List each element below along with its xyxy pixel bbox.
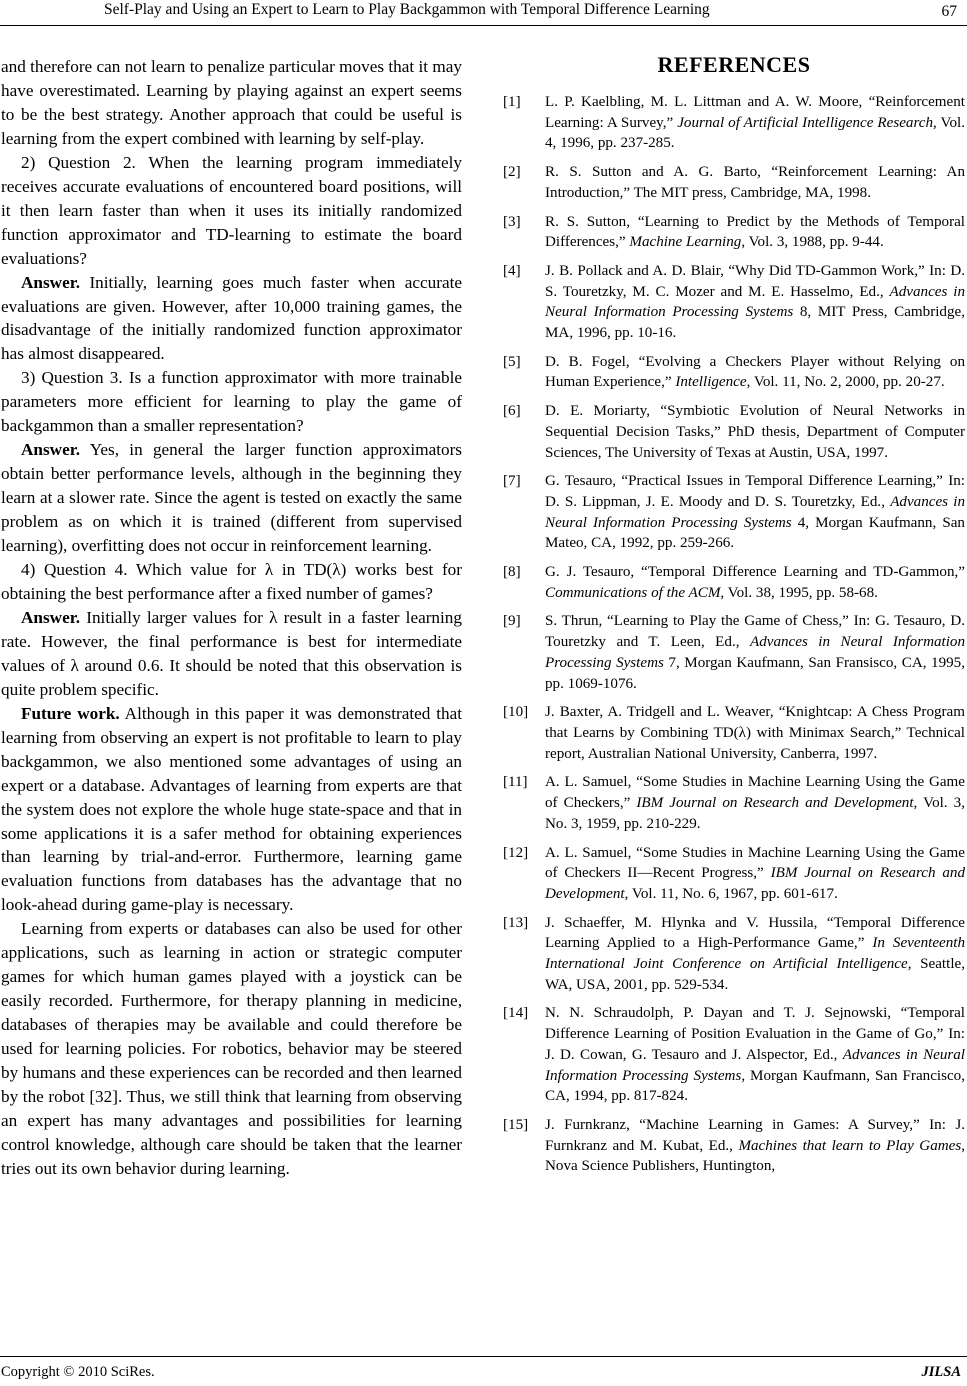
- reference-entry: [503, 261, 965, 344]
- paragraph-lead: Answer.: [21, 440, 81, 460]
- reference-text: , Vol. 3, No. 3, 1959, pp. 210-229.: [545, 795, 965, 832]
- reference-text: , Vol. 4, 1996, pp. 237-285.: [545, 114, 965, 152]
- reference-text: , Vol. 38, 1995, pp. 58-68.: [720, 584, 878, 601]
- footer-rule: [0, 1356, 967, 1357]
- reference-entry: [503, 212, 965, 253]
- reference-text: J. Furnkranz, “Machine Learning in Games: A Survey,” In: J. Furnkranz and M. Kubat, Ed.,: [545, 1116, 965, 1154]
- body-paragraph: [1, 702, 462, 918]
- reference-text: , Vol. 11, No. 2, 2000, pp. 20-27.: [746, 374, 945, 391]
- reference-entry: [503, 772, 965, 834]
- reference-source-title: Journal of Artificial Intelligence Research: [677, 114, 934, 131]
- reference-text: D. E. Moriarty, “Symbiotic Evolution of Neural Networks in Sequential Decision Tasks,” PhD thesis, Department of Computer Sciences, The University of Texas at Austin, USA, 1997.: [545, 403, 965, 461]
- reference-entry: [503, 401, 965, 463]
- reference-text: , Vol. 3, 1988, pp. 9-44.: [741, 234, 884, 251]
- reference-number: [13]: [503, 914, 529, 931]
- paragraph-text: Although in this paper it was demonstrated that learning from observing an expert is not profitable to learn to play backgammon, we also mentioned some advantages of using an expert or a database. Advantages of learning from experts are that the system does not explore the whole huge state-space and that in some applications it is a safer method for obtaining experiences than learning by trial-and-error. Furthermore, learning game evaluation functions from databases has the advantage that no look-ahead during game-play is necessary.: [1, 703, 463, 915]
- reference-text: J. Schaeffer, M. Hlynka and V. Hussila, “Temporal Difference Learning Applied to a High-Performance Game,”: [545, 914, 965, 952]
- paragraph-lead: Answer.: [21, 607, 81, 627]
- reference-text: N. N. Schraudolph, P. Dayan and T. J. Sejnowski, “Temporal Difference Learning of Position Evaluation in the Game of Go,” In: J. D. Cowan, G. Tesauro and J. Alspector, Ed.,: [545, 1005, 965, 1063]
- reference-number: [12]: [503, 844, 529, 861]
- reference-number: [6]: [503, 403, 521, 420]
- reference-source-title: Machines that learn to Play Games: [738, 1137, 962, 1154]
- paragraph-text: 4) Question 4. Which value for λ in TD(λ) works best for obtaining the best performance after a fixed number of games?: [1, 560, 462, 603]
- body-paragraph: [1, 606, 462, 702]
- reference-list: [503, 92, 965, 1177]
- paragraph-text: 2) Question 2. When the learning program immediately receives accurate evaluations of encountered board positions, will it then learn faster than when it uses its initially randomized function approximator and TD-learning to estimate the board evaluations?: [1, 152, 462, 268]
- reference-text: 8, MIT Press, Cambridge, MA, 1996, pp. 10-16.: [545, 304, 965, 342]
- body-paragraph: [1, 55, 462, 151]
- reference-entry: [503, 92, 965, 154]
- reference-text: , Vol. 11, No. 6, 1967, pp. 601-617.: [624, 885, 838, 902]
- reference-source-title: Advances in Neural Information Processing Systems: [545, 493, 965, 531]
- body-paragraph: [1, 151, 462, 271]
- page-number: 67: [941, 3, 957, 20]
- paragraph-text: 3) Question 3. Is a function approximator with more trainable parameters more efficient for learning to play the game of backgammon than a smaller representation?: [1, 368, 462, 436]
- reference-text: A. L. Samuel, “Some Studies in Machine Learning Using the Game of Checkers,”: [545, 774, 965, 812]
- copyright-notice: Copyright © 2010 SciRes.: [1, 1364, 155, 1380]
- reference-text: G. Tesauro, “Practical Issues in Temporal Difference Learning,” In: D. S. Lippman, J. E. Moody and D. S. Touretzky, Ed.,: [545, 473, 965, 510]
- references-heading: REFERENCES: [657, 52, 811, 77]
- paragraph-lead: Future work.: [21, 703, 120, 723]
- reference-number: [10]: [503, 704, 529, 721]
- reference-number: [5]: [503, 353, 521, 370]
- reference-entry: [503, 611, 965, 694]
- reference-entry: [503, 162, 965, 203]
- reference-entry: [503, 562, 965, 603]
- body-paragraph: [1, 917, 462, 1180]
- reference-text: 7, Morgan Kaufmann, San Fransisco, CA, 1995, pp. 1069-1076.: [545, 654, 965, 692]
- body-paragraph: [1, 558, 462, 606]
- reference-source-title: Advances in Neural Information Processing Systems: [545, 283, 965, 321]
- reference-number: [4]: [503, 262, 521, 279]
- paragraph-text: Learning from experts or databases can also be used for other applications, such as learning in action or strategic computer games for which human games played with a joystick can be easily recorded. Furthermore, for therapy planning in medicine, databases of therapies may be available and could therefore be used for learning policies. For robotics, behavior may be steered by humans and these experiences can be recorded and then learned by the robot [32]. Thus, we still think that learning from observing an expert has many advantages and possibilities for learning control knowledge, although care should be taken that the learner tries out its own behavior during learning.: [1, 919, 462, 1178]
- paragraph-lead: Answer.: [21, 272, 81, 292]
- reference-entry: [503, 913, 965, 996]
- reference-text: D. B. Fogel, “Evolving a Checkers Player without Relying on Human Experience,”: [545, 353, 965, 391]
- reference-source-title: Machine Learning: [629, 234, 742, 251]
- reference-source-title: Advances in Neural Information Processing Systems: [545, 1046, 965, 1084]
- paragraph-text: Yes, in general the larger function approximators obtain better performance levels, although in the beginning they learn at a slower rate. Since the agent is tested on exactly the same problem as on which it is trained (different from supervised learning), overfitting does not occur in reinforcement learning.: [1, 440, 462, 556]
- reference-number: [14]: [503, 1005, 529, 1022]
- reference-text: A. L. Samuel, “Some Studies in Machine Learning Using the Game of Checkers II—Recent Progress,”: [545, 844, 965, 882]
- reference-entry: [503, 843, 965, 905]
- reference-text: , Nova Science Publishers, Huntington,: [545, 1137, 965, 1175]
- running-header: [0, 0, 967, 24]
- reference-number: [3]: [503, 213, 521, 230]
- paragraph-text: Initially larger values for λ result in a faster learning rate. However, the final performance is best for intermediate values of λ around 0.6. It should be noted that this observation is quite problem specific.: [1, 607, 462, 699]
- reference-entry: [503, 1115, 965, 1177]
- reference-entry: [503, 1003, 965, 1107]
- reference-text: G. J. Tesauro, “Temporal Difference Learning and TD-Gammon,”: [545, 564, 965, 581]
- reference-number: [7]: [503, 473, 521, 490]
- reference-entry: [503, 471, 965, 554]
- reference-text: J. Baxter, A. Tridgell and L. Weaver, “Knightcap: A Chess Program that Learns by Combining TD(λ) with Minimax Search,” Technical report, Australian National University, Canberra, 1997.: [545, 704, 965, 762]
- reference-number: [11]: [503, 774, 528, 791]
- right-column: [503, 50, 965, 1185]
- reference-text: , Morgan Kaufmann, San Francisco, CA, 1994, pp. 817-824.: [545, 1067, 965, 1105]
- body-paragraph: [1, 271, 462, 367]
- reference-entry: [503, 352, 965, 393]
- reference-text: L. P. Kaelbling, M. L. Littman and A. W. Moore, “Reinforcement Learning: A Survey,”: [545, 94, 965, 131]
- reference-source-title: Communications of the ACM: [545, 584, 721, 601]
- reference-source-title: IBM Journal on Research and Development: [545, 865, 966, 902]
- reference-number: [15]: [503, 1116, 529, 1133]
- reference-text: 4, Morgan Kaufmann, San Mateo, CA, 1992, pp. 259-266.: [545, 514, 965, 552]
- paragraph-text: and therefore can not learn to penalize particular moves that it may have overestimated. Learning by playing against an expert seems to be the best strategy. Another approach that could be useful is learning from the expert combined with learning by self-play.: [1, 57, 462, 148]
- reference-text: R. S. Sutton, “Learning to Predict by the Methods of Temporal Differences,”: [545, 213, 965, 251]
- reference-source-title: IBM Journal on Research and Development: [636, 795, 914, 812]
- running-title: Self-Play and Using an Expert to Learn to Play Backgammon with Temporal Difference Learning: [104, 1, 710, 18]
- reference-number: [9]: [503, 613, 521, 630]
- reference-source-title: In Seventeenth International Joint Conference on Artificial Intelligence: [545, 935, 966, 973]
- reference-number: [1]: [503, 94, 521, 110]
- reference-entry: [503, 702, 965, 764]
- header-rule: [0, 25, 967, 26]
- journal-abbrev: JILSA: [921, 1364, 961, 1380]
- reference-text: J. B. Pollack and A. D. Blair, “Why Did TD-Gammon Work,” In: D. S. Touretzky, M. C. Mozer and M. E. Hasselmo, Ed.,: [545, 262, 965, 300]
- body-paragraph: [1, 366, 462, 438]
- body-paragraph: [1, 438, 462, 558]
- reference-text: R. S. Sutton and A. G. Barto, “Reinforcement Learning: An Introduction,” The MIT press, Cambridge, MA, 1998.: [545, 164, 965, 201]
- reference-text: , Seattle, WA, USA, 2001, pp. 529-534.: [545, 956, 965, 993]
- reference-source-title: Advances in Neural Information Processing Systems: [545, 634, 966, 671]
- reference-number: [8]: [503, 564, 521, 581]
- reference-text: S. Thrun, “Learning to Play the Game of Chess,” In: G. Tesauro, D. Touretzky and T. Leen, Ed.,: [545, 613, 965, 651]
- reference-number: [2]: [503, 164, 521, 181]
- paragraph-text: Initially, learning goes much faster when accurate evaluations are given. However, after 10,000 training games, the disadvantage of the initially randomized function approximator has almost disappeared.: [1, 272, 462, 364]
- left-column-body: [1, 55, 462, 1181]
- reference-source-title: Intelligence: [675, 374, 747, 391]
